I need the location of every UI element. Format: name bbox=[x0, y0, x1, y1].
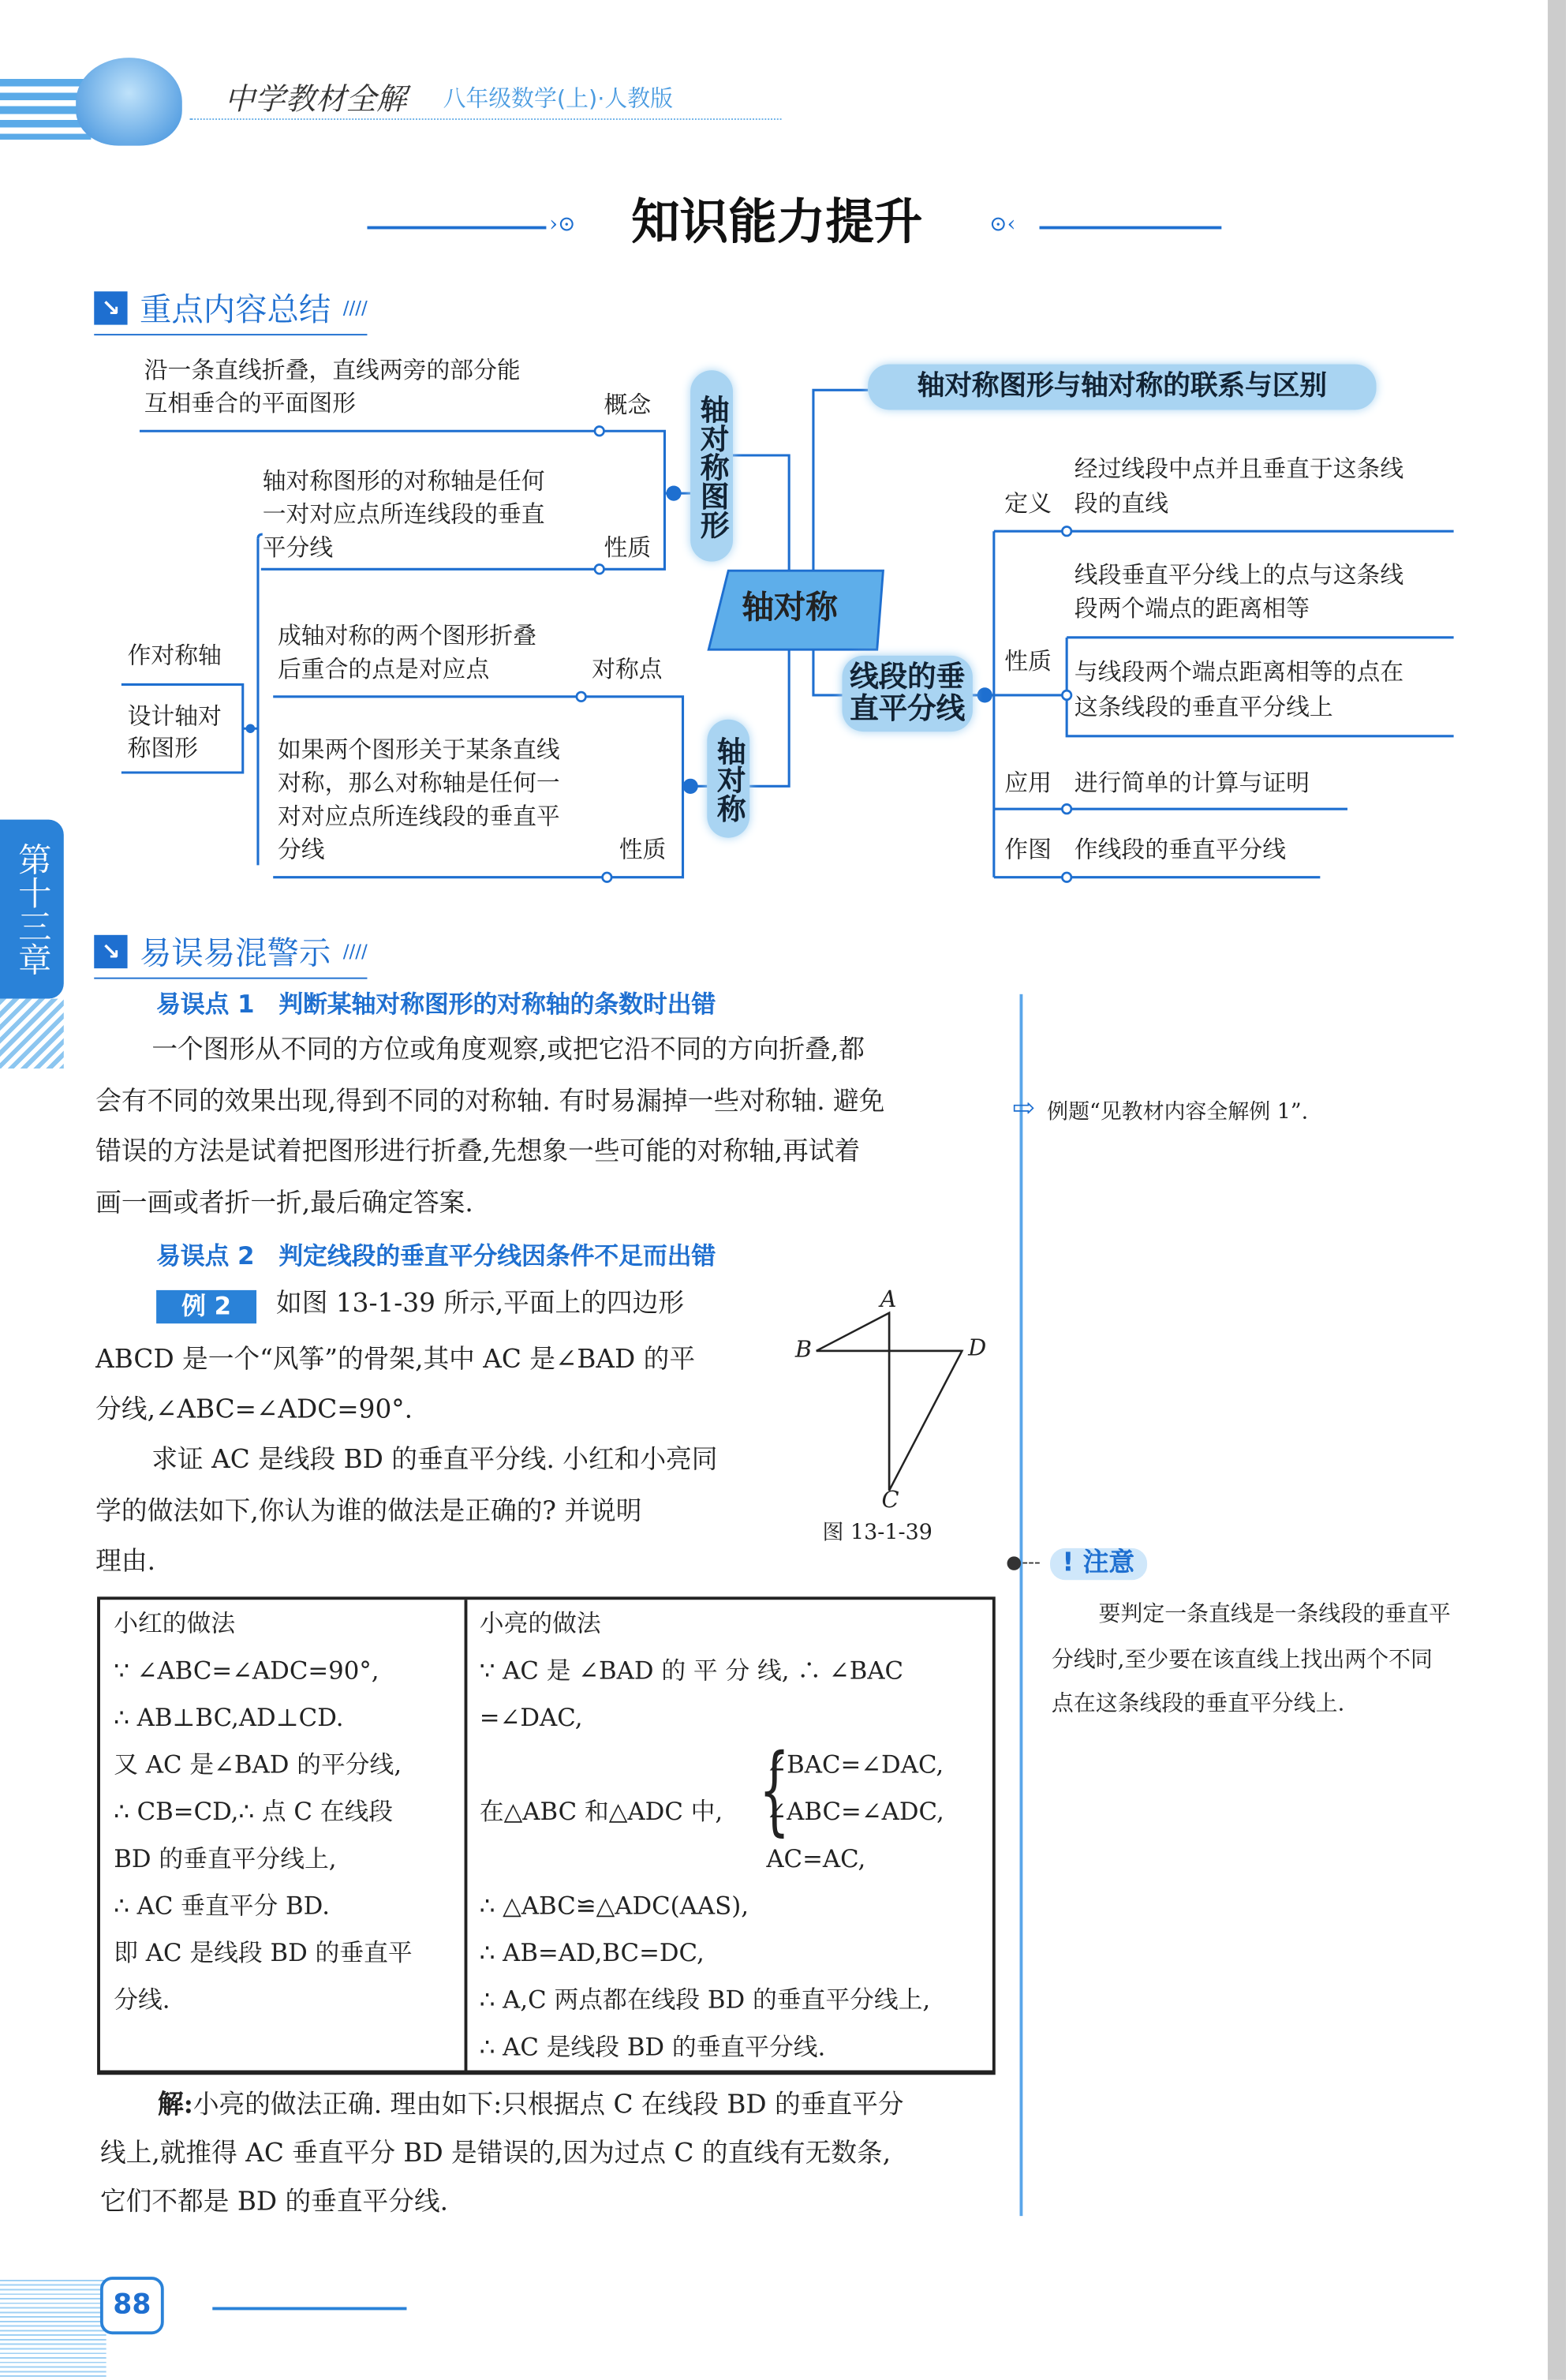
point-label-c: C bbox=[881, 1486, 899, 1514]
figure-property-text: 轴对称图形的对称轴是任何 bbox=[262, 467, 545, 496]
property-text: 与线段两个端点距离相等的点在 bbox=[1074, 658, 1404, 687]
note-badge bbox=[1050, 1548, 1146, 1580]
left-line: 即 AC 是线段 BD 的垂直平 bbox=[114, 1938, 413, 1967]
center-node: 轴对称 bbox=[742, 589, 838, 626]
definition-text: 段的直线 bbox=[1074, 490, 1169, 518]
title-chevron-right-icon: ›⊙ bbox=[549, 212, 576, 238]
section-title: 易误易混警示 bbox=[139, 934, 331, 971]
exclamation-icon: ! bbox=[1062, 1547, 1083, 1579]
sym-property-label: 性质 bbox=[619, 836, 667, 864]
property-text: 这条线段的垂直平分线上 bbox=[1074, 693, 1333, 721]
left-line: ∴ CB=CD,∴ 点 C 在线段 bbox=[114, 1797, 394, 1826]
apply-text: 进行简单的计算与证明 bbox=[1074, 769, 1310, 797]
section-title: 重点内容总结 bbox=[139, 291, 331, 328]
brace-icon: { bbox=[759, 1734, 790, 1847]
note-line: 分线时,至少要在该直线上找出两个不同 bbox=[1051, 1648, 1433, 1673]
paragraph-line: 学的做法如下,你认为谁的做法是正确的? 并说明 bbox=[95, 1496, 642, 1527]
solution-line bbox=[158, 2090, 904, 2120]
definition-text: 经过线段中点并且垂直于这条线 bbox=[1074, 455, 1404, 483]
system-line: ∠BAC=∠DAC, bbox=[766, 1749, 944, 1779]
sym-point-text: 后重合的点是对应点 bbox=[277, 655, 490, 683]
page-number: 88 bbox=[100, 2277, 164, 2334]
table-divider bbox=[465, 1600, 467, 2070]
paragraph-line: 一个图形从不同的方位或角度观察,或把它沿不同的方向折叠,都 bbox=[151, 1035, 865, 1066]
side-arrow-icon: ⇨ bbox=[1011, 1092, 1035, 1125]
right-line: 在△ABC 和△ADC 中, bbox=[479, 1797, 723, 1826]
arrow-icon: ↘ bbox=[94, 935, 127, 968]
right-line: ∴ △ABC≌△ADC(AAS), bbox=[479, 1891, 749, 1921]
note-title: 注意 bbox=[1082, 1547, 1135, 1579]
arrow-icon: ↘ bbox=[94, 291, 127, 324]
paragraph-line: 理由. bbox=[95, 1546, 155, 1577]
paragraph-line: 会有不同的效果出现,得到不同的对称轴. 有时易漏掉一些对称轴. 避免 bbox=[95, 1087, 885, 1117]
side-reference: 例题“见教材内容全解例 1”. bbox=[1047, 1100, 1309, 1125]
paragraph-line: 画一画或者折一折,最后确定答案. bbox=[95, 1188, 473, 1219]
system-line: AC=AC, bbox=[766, 1843, 866, 1873]
figure-property-label: 性质 bbox=[604, 534, 652, 562]
left-line: BD 的垂直平分线上, bbox=[114, 1843, 337, 1873]
sym-property-text: 对称，那么对称轴是任何一 bbox=[277, 769, 560, 797]
draw-label: 作图 bbox=[1004, 836, 1052, 864]
right-line: ∴ AC 是线段 BD 的垂直平分线. bbox=[479, 2032, 826, 2061]
paragraph-line: ABCD 是一个“风筝”的骨架,其中 AC 是∠BAD 的平 bbox=[95, 1345, 696, 1375]
point-label-d: D bbox=[968, 1334, 987, 1362]
application-text: 设计轴对 bbox=[127, 702, 222, 731]
left-header: 小红的做法 bbox=[114, 1608, 236, 1638]
right-line: =∠DAC, bbox=[479, 1703, 583, 1732]
right-header: 小亮的做法 bbox=[479, 1608, 601, 1638]
apply-label: 应用 bbox=[1004, 769, 1052, 797]
sym-node: 轴对称 bbox=[707, 720, 749, 838]
header-subtitle: 八年级数学(上)·人教版 bbox=[443, 84, 673, 113]
left-line: ∴ AB⊥BC,AD⊥CD. bbox=[114, 1703, 344, 1732]
paragraph-line: 分线,∠ABC=∠ADC=90°. bbox=[95, 1394, 413, 1426]
figure-node: 轴对称图形 bbox=[690, 370, 733, 561]
note-line: 要判定一条直线是一条线段的垂直平 bbox=[1098, 1603, 1451, 1627]
solution-line: 线上,就推得 AC 垂直平分 BD 是错误的,因为过点 C 的直线有无数条, bbox=[99, 2139, 891, 2169]
chapter-tab-stripes bbox=[0, 999, 64, 1068]
right-line: ∵ AC 是 ∠BAD 的 平 分 线, ∴ ∠BAC bbox=[479, 1656, 904, 1685]
note-line: 点在这条线段的垂直平分线上. bbox=[1051, 1692, 1345, 1717]
paragraph-line: 求证 AC 是线段 BD 的垂直平分线. 小红和小亮同 bbox=[151, 1445, 718, 1476]
sym-property-text: 分线 bbox=[277, 836, 325, 864]
concept-text: 沿一条直线折叠，直线两旁的部分能 bbox=[144, 356, 521, 384]
mistake2-heading: 易误点 2 判定线段的垂直平分线因条件不足而出错 bbox=[156, 1241, 716, 1270]
bisector-node: 线段的垂 直平分线 bbox=[842, 656, 972, 732]
application-text: 称图形 bbox=[127, 734, 199, 762]
section-summary-header: ↘ 重点内容总结 //// bbox=[94, 286, 368, 335]
concept-label: 概念 bbox=[604, 391, 652, 419]
application-text: 作对称轴 bbox=[127, 642, 222, 670]
figure-caption: 图 13-1-39 bbox=[822, 1521, 932, 1546]
left-line: ∴ AC 垂直平分 BD. bbox=[114, 1891, 331, 1921]
sym-property-text: 对对应点所连线段的垂直平 bbox=[277, 803, 560, 831]
sym-point-text: 成轴对称的两个图形折叠 bbox=[277, 622, 536, 650]
right-line: ∴ AB=AD,BC=DC, bbox=[479, 1938, 705, 1967]
system-line: ∠ABC=∠ADC, bbox=[766, 1797, 944, 1826]
left-line: 分线. bbox=[114, 1985, 170, 2015]
paragraph-line: 如图 13-1-39 所示,平面上的四边形 bbox=[276, 1288, 685, 1319]
draw-text: 作线段的垂直平分线 bbox=[1074, 836, 1287, 864]
property-text: 段两个端点的距离相等 bbox=[1074, 594, 1310, 623]
page-title: 知识能力提升 bbox=[631, 193, 923, 251]
sym-property-text: 如果两个图形关于某条直线 bbox=[277, 735, 560, 764]
footer-stripes bbox=[0, 2277, 107, 2380]
figure-property-text: 平分线 bbox=[262, 534, 334, 562]
solution-line: 它们不都是 BD 的垂直平分线. bbox=[99, 2187, 449, 2218]
definition-label: 定义 bbox=[1004, 490, 1052, 518]
property-text: 线段垂直平分线上的点与这条线 bbox=[1074, 561, 1404, 589]
point-label-a: A bbox=[880, 1285, 897, 1313]
concept-text: 互相垂合的平面图形 bbox=[144, 390, 357, 417]
left-line: ∵ ∠ABC=∠ADC=90°, bbox=[114, 1656, 379, 1685]
chapter-tab: 第十三章 bbox=[0, 820, 64, 999]
mistake1-heading: 易误点 1 判断某轴对称图形的对称轴的条数时出错 bbox=[156, 990, 716, 1019]
property-label: 性质 bbox=[1004, 648, 1052, 675]
sym-point-label: 对称点 bbox=[592, 655, 663, 683]
section-mistakes-header: ↘ 易误易混警示 //// bbox=[94, 929, 368, 979]
solution-label: 解: bbox=[158, 2090, 193, 2120]
left-line: 又 AC 是∠BAD 的平分线, bbox=[114, 1749, 402, 1779]
note-connector: ●--- bbox=[1006, 1551, 1041, 1573]
right-line: ∴ A,C 两点都在线段 BD 的垂直平分线上, bbox=[479, 1985, 931, 2015]
example-badge: 例 2 bbox=[156, 1290, 256, 1323]
relation-node: 轴对称图形与轴对称的联系与区别 bbox=[868, 365, 1376, 410]
title-chevron-left-icon: ⊙‹ bbox=[989, 212, 1016, 238]
point-label-b: B bbox=[794, 1335, 813, 1364]
margin-divider bbox=[1020, 994, 1023, 2216]
paragraph-line: 错误的方法是试着把图形进行折叠,先想象一些可能的对称轴,再试着 bbox=[95, 1136, 861, 1168]
solution-text: 小亮的做法正确. 理由如下:只根据点 C 在线段 BD 的垂直平分 bbox=[192, 2090, 904, 2120]
header-brand: 中学教材全解 bbox=[224, 80, 407, 118]
figure-property-text: 一对对应点所连线段的垂直 bbox=[262, 500, 545, 529]
footer-line bbox=[212, 2307, 406, 2310]
